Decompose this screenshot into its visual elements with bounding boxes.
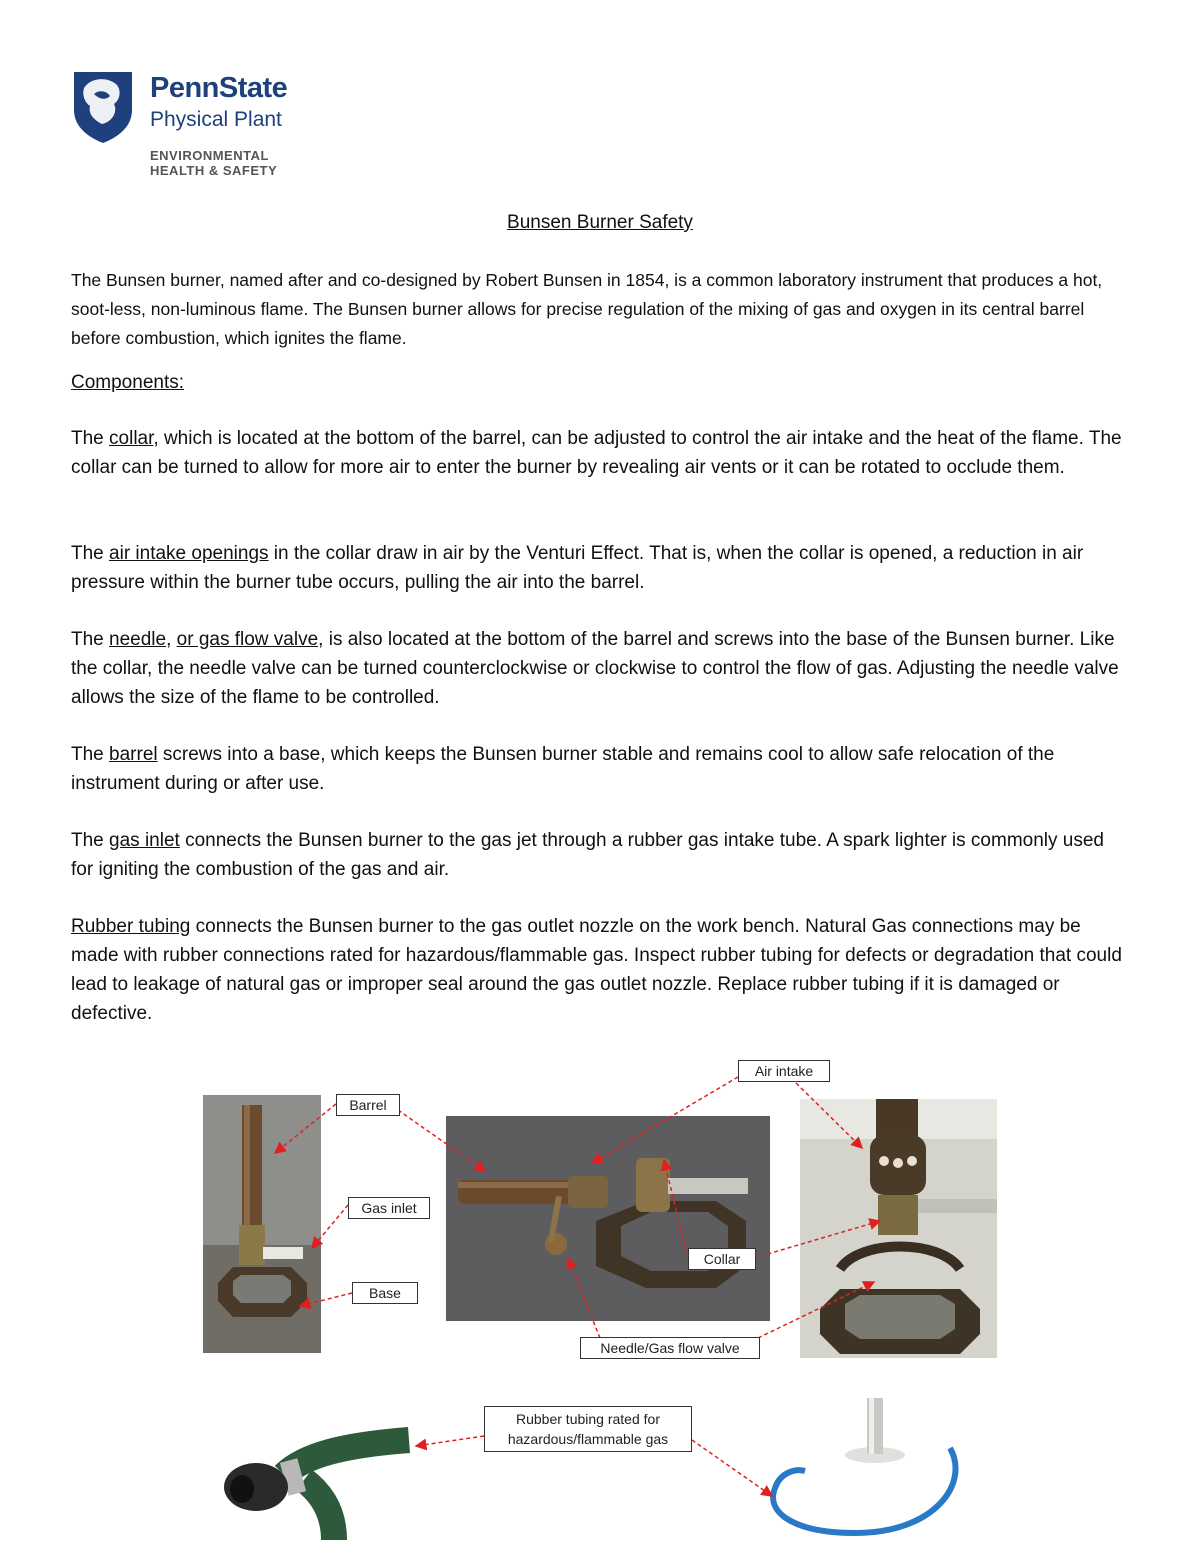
arrow-collar-left	[664, 1160, 688, 1259]
label-base: Base	[352, 1282, 418, 1304]
components-heading: Components:	[71, 372, 185, 393]
arrow-needle-right	[758, 1282, 874, 1338]
needle-term2: or gas flow valve,	[176, 629, 324, 650]
collar-pre: The	[71, 428, 110, 449]
label-rubber-tubing-line1: Rubber tubing rated for	[516, 1411, 660, 1427]
barrel-pre: The	[71, 744, 110, 765]
document-title: Bunsen Burner Safety	[507, 212, 693, 233]
label-barrel: Barrel	[336, 1094, 400, 1116]
arrow-air-intake-right	[796, 1083, 862, 1148]
inlet-term: gas inlet	[109, 830, 180, 851]
intro-paragraph: The Bunsen burner, named after and co-designed by Robert Bunsen in 1854, is a common laboratory instrument that produces a hot, soot-less, non-luminous flame. The Bunsen burner allows for precise regulation of the mixing of gas and oxygen in its central barrel before combustion, which ignites the flame.	[71, 270, 1103, 348]
air-pre: The	[71, 543, 110, 564]
tubing-text: connects the Bunsen burner to the gas outlet nozzle on the work bench. Natural Gas connections may be made with rubber connections rated for hazardous/flammable gas. Inspect rubber tubing for defects or degradation that could lead to leakage of natural gas or improper seal around the gas outlet nozzle. Replace rubber tubing if it is damaged or defective.	[71, 916, 1122, 1024]
brand-name: PennState	[150, 72, 288, 104]
arrow-needle-left	[568, 1258, 600, 1338]
needle-pre: The	[71, 629, 110, 650]
collar-term: collar	[109, 428, 154, 449]
barrel-term: barrel	[109, 744, 158, 765]
arrow-air-intake-left	[592, 1077, 738, 1163]
label-needle-valve: Needle/Gas flow valve	[580, 1337, 760, 1359]
needle-term: needle	[109, 629, 167, 650]
arrow-gas-inlet	[312, 1205, 348, 1248]
arrow-barrel-left	[275, 1104, 336, 1153]
label-rubber-tubing	[484, 1406, 692, 1452]
needle-text: is also located at the bottom of the barrel and screws into the base of the Bunsen burner. Like the collar, the needle valve can be turned counterclockwise or clockwise to control the flow of gas. Adjusting the needle valve allows the size of the flame to be controlled.	[71, 629, 1119, 708]
label-collar: Collar	[688, 1248, 756, 1270]
needle-mid: ,	[166, 629, 177, 650]
air-term: air intake openings	[109, 543, 269, 564]
brand-department: Physical Plant	[150, 108, 282, 131]
arrow-base	[300, 1293, 352, 1306]
brand-subtitle-line1: ENVIRONMENTAL	[150, 148, 269, 163]
label-gas-inlet: Gas inlet	[348, 1197, 430, 1219]
brand-subtitle-line2: HEALTH & SAFETY	[150, 163, 278, 178]
barrel-text: screws into a base, which keeps the Bunsen burner stable and remains cool to allow safe relocation of the instrument during or after use.	[71, 744, 1055, 794]
air-text: in the collar draw in air by the Venturi Effect. That is, when the collar is opened, a reduction in air pressure within the burner tube occurs, pulling the air into the barrel.	[71, 543, 1084, 593]
inlet-pre: The	[71, 830, 110, 851]
arrow-tubing-left	[416, 1436, 484, 1446]
arrow-barrel-right	[398, 1110, 485, 1171]
inlet-text: connects the Bunsen burner to the gas jet through a rubber gas intake tube. A spark lighter is commonly used for igniting the combustion of the gas and air.	[71, 830, 1104, 880]
arrow-collar-right	[754, 1221, 880, 1258]
collar-text: , which is located at the bottom of the barrel, can be adjusted to control the air intake and the heat of the flame. The collar can be turned to allow for more air to enter the burner by revealing air vents or it can be rotated to occlude them.	[71, 428, 1122, 478]
tubing-term: Rubber tubing	[71, 916, 191, 937]
label-rubber-tubing-line2: hazardous/flammable gas	[507, 1431, 669, 1447]
arrow-tubing-right	[692, 1440, 772, 1496]
label-air-intake: Air intake	[738, 1060, 830, 1082]
